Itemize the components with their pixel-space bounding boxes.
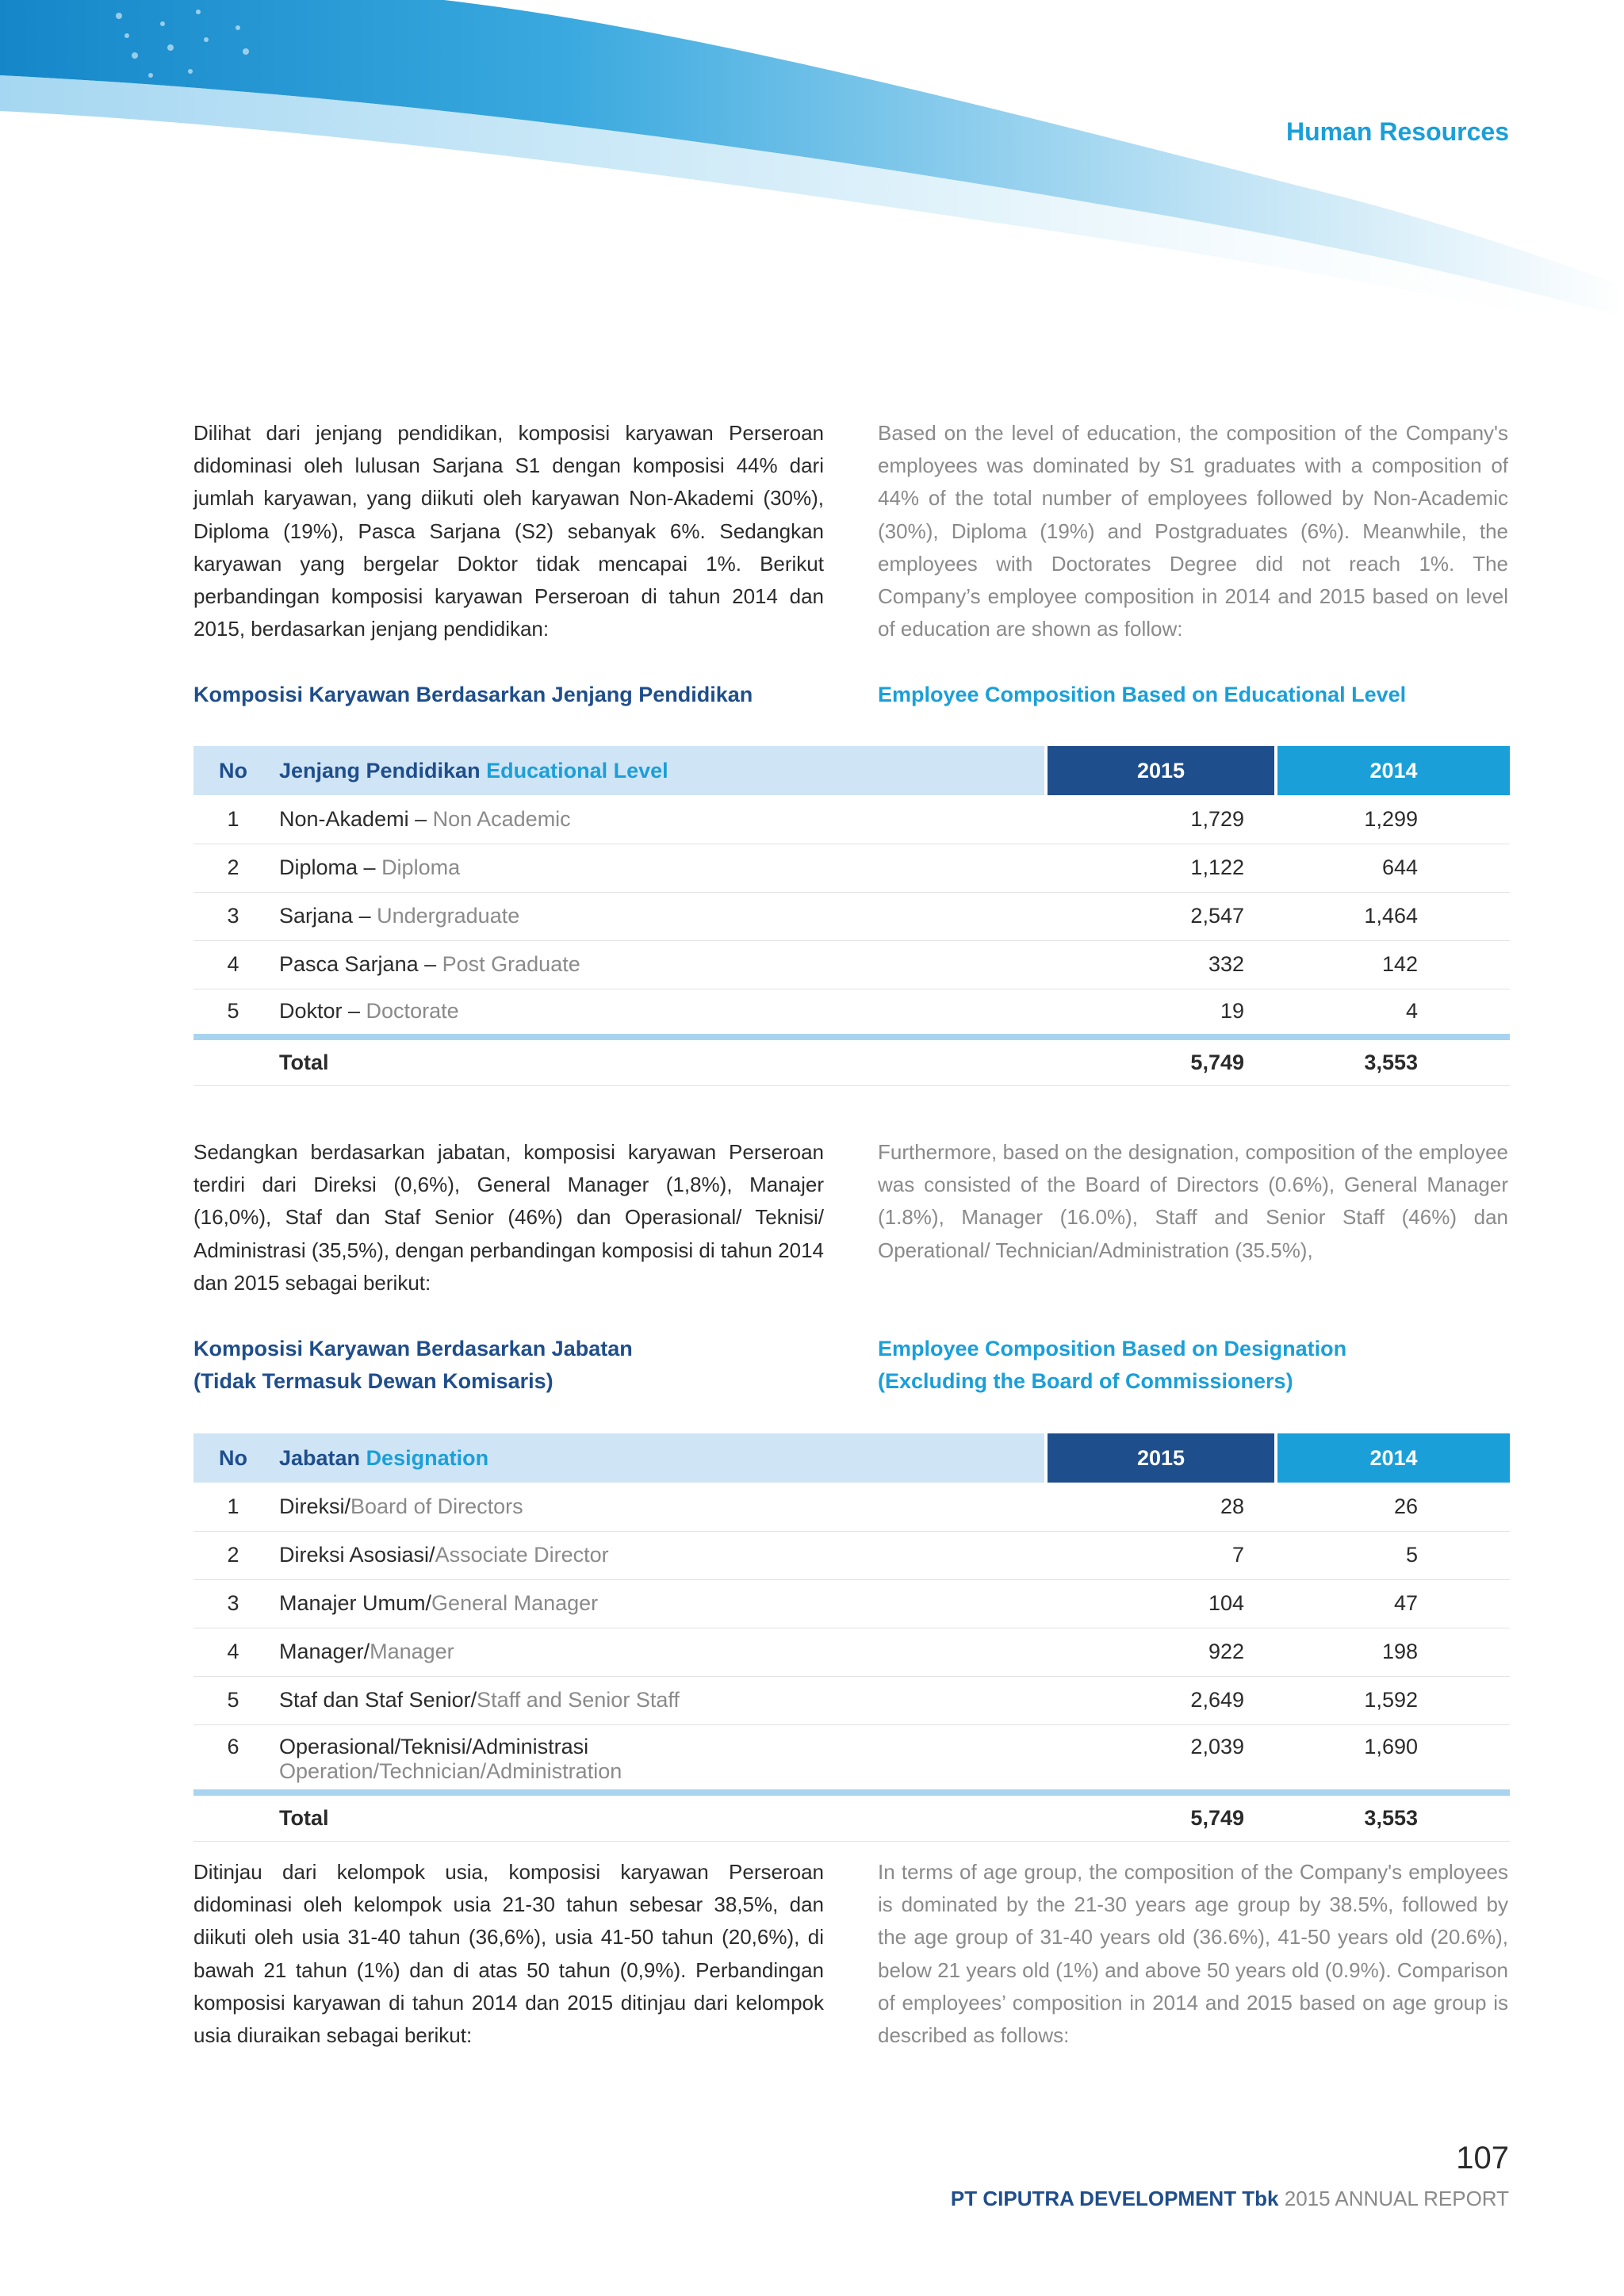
- designation-paragraph-id: Sedangkan berdasarkan jabatan, komposisi karyawan Perseroan terdiri dari Direksi (0,6%), General Manager (1,8%), Manajer (16,0%), Staf dan Staf Senior (46%) dan Operasional/ Teknisi/ Administrasi (35,5%), dengan perbandingan komposisi di tahun 2014 dan 2015 sebagai berikut:: [193, 1140, 824, 1295]
- footer-report-title: PT CIPUTRA DEVELOPMENT Tbk 2015 ANNUAL REPORT: [950, 2187, 1509, 2210]
- page-number: 107: [1456, 2141, 1509, 2175]
- designation-paragraph-en: Furthermore, based on the designation, composition of the employee was consisted of the Board of Directors (0.6%), General Manager (1.8%), Manager (16.0%), Staff and Senior Staff (46%) dan Operational/ Technician/Administration (35.5%),: [878, 1140, 1508, 1262]
- education-table-title-id: Komposisi Karyawan Berdasarkan Jenjang Pendidikan: [193, 683, 753, 706]
- designation-table-title-id: Komposisi Karyawan Berdasarkan Jabatan (Tidak Termasuk Dewan Komisaris): [193, 1337, 633, 1393]
- designation-table-title-en: Employee Composition Based on Designation (Excluding the Board of Commissioners): [878, 1337, 1347, 1393]
- table-row: 5 Staf dan Staf Senior/Staff and Senior Staff 2,649 1,592: [193, 1676, 1510, 1724]
- column-header-2015: 2015: [1046, 1433, 1276, 1483]
- table-row: 5 Doktor – Doctorate 19 4: [193, 989, 1510, 1037]
- table-row: 6 Operasional/Teknisi/Administrasi Operation/Technician/Administration 2,039 1,690: [193, 1724, 1510, 1793]
- column-header-no: No: [193, 1433, 273, 1483]
- column-header-designation: Jabatan Designation: [273, 1433, 1046, 1483]
- age-paragraph-id: Ditinjau dari kelompok usia, komposisi karyawan Perseroan didominasi oleh kelompok usia 21-30 tahun sebesar 38,5%, dan diikuti oleh usia 31-40 tahun (36,6%), usia 41-50 tahun (20,6%), di bawah 21 tahun (1%) dan di atas 50 tahun (0,9%). Perbandingan komposisi karyawan di tahun 2014 dan 2015 ditinjau dari kelompok usia diuraikan sebagai berikut:: [193, 1860, 824, 2048]
- table-header-row: [193, 746, 1510, 795]
- column-header-no: No: [193, 746, 273, 795]
- table-header-row: [193, 1433, 1510, 1483]
- column-header-2015: 2015: [1046, 746, 1276, 795]
- table-total-row: Total 5,749 3,553: [193, 1037, 1510, 1085]
- table-row: 3 Manajer Umum/General Manager 104 47: [193, 1579, 1510, 1628]
- table-row: 2 Direksi Asosiasi/Associate Director 7 5: [193, 1531, 1510, 1579]
- education-paragraph-id: Dilihat dari jenjang pendidikan, komposisi karyawan Perseroan didominasi oleh lulusan Sarjana S1 dengan komposisi 44% dari jumlah karyawan, yang diikuti oleh karyawan Non-Akademi (30%), Diploma (19%), Pasca Sarjana (S2) sebanyak 6%. Sedangkan karyawan yang bergelar Doktor tidak mencapai 1%. Berikut perbandingan komposisi karyawan Perseroan di tahun 2014 dan 2015, berdasarkan jenjang pendidikan:: [193, 421, 824, 641]
- column-header-2014: 2014: [1276, 1433, 1510, 1483]
- table-row: 4 Manager/Manager 922 198: [193, 1628, 1510, 1676]
- education-table-title-en: Employee Composition Based on Educational Level: [878, 683, 1407, 706]
- education-paragraph-en: Based on the level of education, the composition of the Company's employees was dominated by S1 graduates with a composition of 44% of the total number of employees followed by Non-Academic (30%), Diploma (19%) and Postgraduates (6%). Meanwhile, the employees with Doctorates Degree did not reach 1%. The Company’s employee composition in 2014 and 2015 based on level of education are shown as follow:: [878, 421, 1508, 641]
- section-title: Human Resources: [1286, 117, 1509, 146]
- designation-table: [193, 1433, 1510, 1842]
- table-row: 4 Pasca Sarjana – Post Graduate 332 142: [193, 940, 1510, 989]
- table-row: 3 Sarjana – Undergraduate 2,547 1,464: [193, 892, 1510, 940]
- age-paragraph-en: In terms of age group, the composition of the Company's employees is dominated by the 21-30 years age group by 38.5%, followed by the age group of 31-40 years old (36.6%), 41-50 years old (20.6%), below 21 years old (1%) and above 50 years old (0.9%). Comparison of employees’ composition in 2014 and 2015 based on age group is described as follows:: [878, 1860, 1508, 2048]
- header-swoosh-graphic: [0, 0, 1624, 333]
- education-table: [193, 746, 1510, 1086]
- table-row: 2 Diploma – Diploma 1,122 644: [193, 844, 1510, 892]
- column-header-2014: 2014: [1276, 746, 1510, 795]
- column-header-education-level: Jenjang Pendidikan Educational Level: [273, 746, 1046, 795]
- table-total-row: Total 5,749 3,553: [193, 1793, 1510, 1841]
- table-row: 1 Non-Akademi – Non Academic 1,729 1,299: [193, 795, 1510, 844]
- table-row: 1 Direksi/Board of Directors 28 26: [193, 1483, 1510, 1531]
